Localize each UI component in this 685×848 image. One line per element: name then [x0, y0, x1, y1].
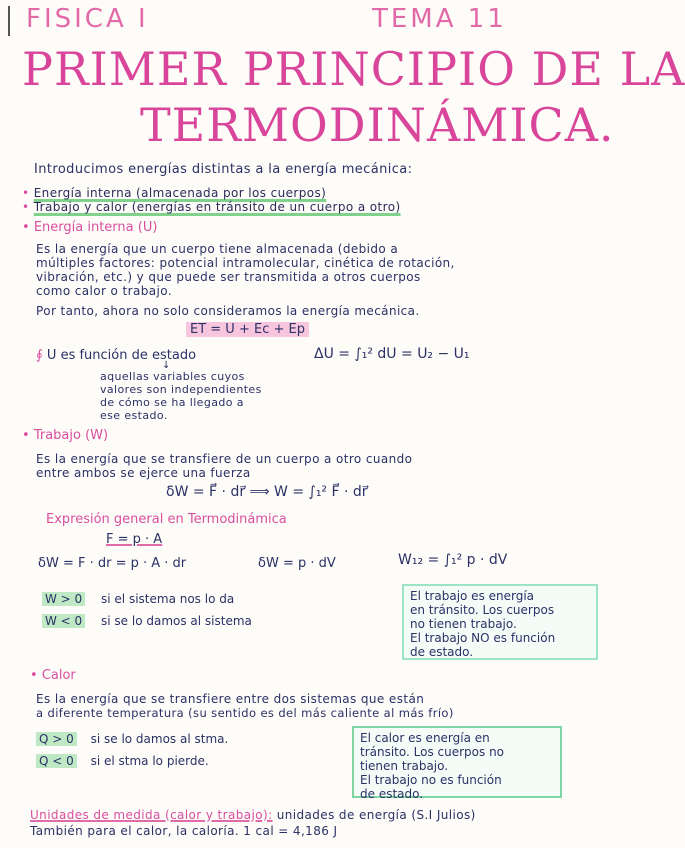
internal-energy-line4: como calor o trabajo.	[36, 284, 172, 298]
work-w12-formula: W₁₂ = ∫₁² p · dV	[398, 552, 508, 568]
heat-box-line: tránsito. Los cuerpos no	[360, 745, 505, 759]
heat-text-line1: Es la energía que se transfiere entre dos sistemas que están	[36, 692, 425, 706]
work-box-line: El trabajo es energía	[410, 589, 535, 603]
note-arrow: ↓	[162, 360, 171, 371]
heading-text: Trabajo (W)	[33, 428, 109, 443]
bullet-internal-energy: • Energía interna (almacenada por los cuerpos)	[22, 186, 327, 200]
internal-energy-heading: • Energía interna (U)	[22, 220, 158, 235]
state-function-text: ∮ U es función de estado	[36, 348, 197, 363]
heat-box-line: El calor es energía en	[360, 731, 490, 745]
state-note-line2: valores son independientes	[100, 383, 262, 396]
heat-negative-text: si el stma lo pierde.	[90, 754, 209, 768]
delta-u-formula: ΔU = ∫₁² dU = U₂ − U₁	[314, 346, 470, 362]
heat-negative-row	[36, 754, 209, 768]
heat-box-line: de estado.	[360, 787, 424, 801]
units-label: Unidades de medida (calor y trabajo):	[30, 808, 273, 822]
work-box-line: no tienen trabajo.	[410, 617, 517, 631]
state-note-line1: aquellas variables cuyos	[100, 370, 245, 383]
work-positive-label: W > 0	[42, 592, 85, 606]
heat-positive-row	[36, 732, 228, 746]
work-text-line2: entre ambos se ejerce una fuerza	[36, 466, 251, 480]
force-pressure-formula: F = p · A	[106, 532, 163, 547]
work-box-line: en tránsito. Los cuerpos	[410, 603, 555, 617]
state-function-label: U es función de estado	[46, 348, 197, 363]
heat-negative-label: Q < 0	[36, 754, 77, 768]
work-negative-row	[42, 614, 252, 628]
subject-label: FISICA I	[26, 4, 149, 34]
work-box-line: El trabajo NO es función	[410, 631, 556, 645]
heat-positive-label: Q > 0	[36, 732, 77, 746]
internal-energy-line2: múltiples factores: potencial intramolecular, cinética de rotación,	[36, 256, 455, 270]
heat-text-line2: a diferente temperatura (su sentido es del más caliente al más frío)	[36, 706, 454, 720]
work-heading: • Trabajo (W)	[22, 428, 109, 443]
internal-energy-line3: vibración, etc.) y que puede ser transmitida a otros cuerpos	[36, 270, 421, 284]
page-title-line2: TERMODINÁMICA.	[140, 98, 615, 152]
heading-text: Calor	[41, 668, 76, 683]
heat-positive-text: si se lo damos al stma.	[90, 732, 229, 746]
units-line1	[30, 808, 476, 822]
heat-box-line: tienen trabajo.	[360, 759, 449, 773]
work-box-line: de estado.	[410, 645, 474, 659]
work-text-line1: Es la energía que se transfiere de un cuerpo a otro cuando	[36, 452, 413, 466]
intro-text: Introducimos energías distintas a la energía mecánica:	[34, 162, 413, 177]
therefore-text: Por tanto, ahora no solo consideramos la energía mecánica.	[36, 304, 420, 318]
units-line2: También para el calor, la caloría. 1 cal = 4,186 J	[30, 824, 338, 838]
heat-note-box	[352, 726, 562, 801]
bullet-text: Energía interna (almacenada por los cuerpos)	[33, 186, 327, 200]
total-energy-formula: ET = U + Ec + Ep	[186, 322, 309, 337]
state-note-line4: ese estado.	[100, 409, 168, 422]
bullet-text: Trabajo y calor (energías en tránsito de un cuerpo a otro)	[33, 200, 401, 214]
work-pdv-formula: δW = p · dV	[258, 556, 336, 571]
work-positive-row	[42, 592, 234, 606]
heading-text: Energía interna (U)	[33, 220, 158, 235]
margin-line	[8, 6, 10, 36]
state-note-line3: de cómo se ha llegado a	[100, 396, 244, 409]
heat-box-line: El trabajo no es función	[360, 773, 502, 787]
work-positive-text: si el sistema nos lo da	[101, 592, 235, 606]
work-chain-formula: δW = F · dr = p · A · dr	[38, 556, 187, 571]
units-value: unidades de energía (S.I Julios)	[276, 808, 476, 822]
bullet-work-heat: • Trabajo y calor (energías en tránsito de un cuerpo a otro)	[22, 200, 401, 214]
general-expression-heading: Expresión general en Termodinámica	[46, 512, 287, 527]
work-note-box	[402, 584, 598, 660]
work-negative-text: si se lo damos al sistema	[101, 614, 252, 628]
topic-label: TEMA 11	[372, 4, 507, 34]
page-title-line1: PRIMER PRINCIPIO DE LA	[22, 42, 685, 96]
work-negative-label: W < 0	[42, 614, 85, 628]
heat-heading: • Calor	[30, 668, 76, 683]
internal-energy-line1: Es la energía que un cuerpo tiene almacenada (debido a	[36, 242, 399, 256]
work-integral-formula: δW = F⃗ · dr⃗ ⟹ W = ∫₁² F⃗ · dr⃗	[166, 484, 368, 500]
